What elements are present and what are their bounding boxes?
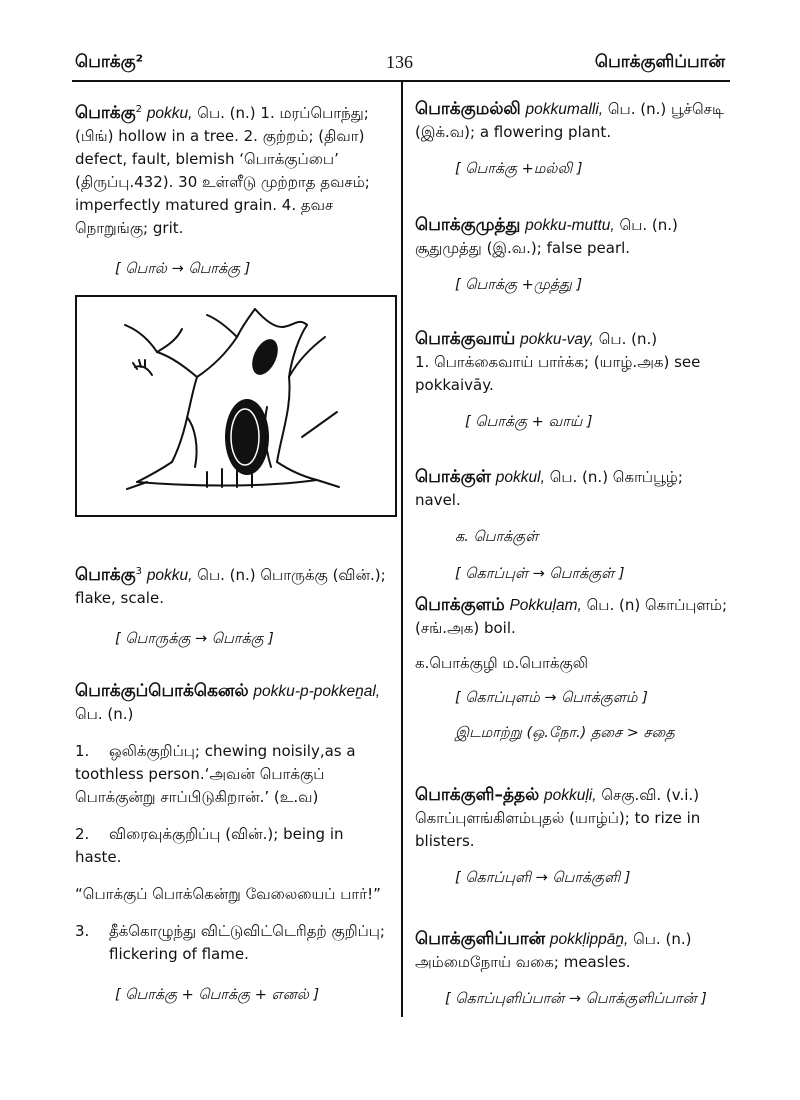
entry-pokkulippan [415, 928, 730, 1011]
quote: “பொக்குப் பொக்கென்று வேலையைப் பார்!” [75, 885, 381, 903]
def-line: ஒலிக்குறிப்பு; chewing noisily,as a [109, 742, 356, 760]
headword: பொக்குள் [415, 467, 491, 487]
sense-number: 3. [75, 922, 90, 940]
pos: பெ. (n.) பூச்செடி [607, 100, 724, 118]
pos: பெ. (n.) [619, 216, 678, 234]
entry-pokku-3 [75, 560, 393, 651]
entry-pokkumalli [415, 98, 730, 181]
entry-pokku-vay [415, 328, 730, 434]
headword: பொக்குமல்லி [415, 99, 521, 119]
def-line: imperfectly matured grain. 4. தவச [75, 196, 334, 214]
headword: பொக்குவாய் [415, 329, 516, 349]
def-line: pokkaivāy. [415, 376, 494, 394]
pos: செகு.வி. (v.i.) [601, 786, 700, 804]
tree-hollow-illustration [75, 295, 397, 517]
pos: பெ. (n) கொப்புளம்; [586, 596, 728, 614]
running-head-left: பொக்கு² [75, 52, 144, 72]
cognate: க. பொக்குள் [455, 529, 539, 545]
def-line: 1. மரப்பொந்து; [260, 104, 369, 122]
transliteration: Pokkuḷam, [509, 597, 582, 614]
def-line: flake, scale. [75, 589, 164, 607]
def-line: கொப்புளங்கிளம்புதல் (யாழ்ப்); to rize in [415, 809, 701, 827]
pos: பெ. (n.) [75, 705, 134, 723]
def-line: விரைவுக்குறிப்பு (வின்.); being in haste. [75, 825, 344, 866]
transliteration: pokku, [146, 567, 193, 584]
sense-number: 2. [75, 825, 90, 843]
pos: பெ. (n.) [633, 930, 692, 948]
etymology: [ பொக்கு +மல்லி ] [455, 161, 583, 177]
headword: பொக்குப்பொக்கெனல் [75, 681, 249, 701]
transliteration: pokkumalli, [525, 101, 604, 118]
page-number: 136 [386, 52, 413, 72]
tree-image [77, 297, 395, 515]
sense-number: 1. [75, 742, 90, 760]
headword: பொக்குமுத்து [415, 215, 521, 235]
headword: பொக்குளிப்பான் [415, 929, 546, 949]
entry-pokku-muttu [415, 214, 730, 297]
transliteration: pokku-p-pokkeṉal, [253, 683, 381, 700]
etymology: [ பொக்கு +முத்து ] [455, 277, 583, 293]
column-divider [401, 82, 403, 1017]
etymology: [ கொப்புளி → பொக்குளி ] [455, 870, 631, 886]
def-line: தீக்கொழுந்து விட்டுவிட்டெரிதற் குறிப்பு; [109, 922, 385, 940]
etymology: [ கொப்புள் → பொக்குள் ] [455, 566, 625, 582]
def-line: சூதுமுத்து (இ.வ.); false pearl. [415, 239, 631, 257]
transliteration: pokku-muttu, [525, 217, 615, 234]
def-line: (திருப்பு.432). 30 உள்ளீடு முற்றாத தவசம்; [75, 173, 370, 191]
def-line: (இக்.வ); a flowering plant. [415, 123, 612, 141]
note: இடமாற்று (ஒ.நோ.) தசை > சதை [455, 725, 675, 741]
entry-pokkul [415, 466, 730, 586]
def-line: toothless person.‘அவன் பொக்குப் [75, 765, 325, 783]
def-line: blisters. [415, 832, 475, 850]
def-line: அம்மைநோய் வகை; measles. [415, 953, 631, 971]
pos: பெ. (n.) [598, 330, 658, 348]
transliteration: pokku, [146, 105, 193, 122]
headword: பொக்குளி–த்தல் [415, 785, 540, 805]
def-line: flickering of flame. [109, 945, 249, 963]
transliteration: pokku-vay, [520, 331, 594, 348]
def-line: நொறுங்கு; grit. [75, 219, 184, 237]
etymology: [ கொப்புளம் → பொக்குளம் ] [455, 690, 648, 706]
pos: பெ. (n.) [197, 104, 256, 122]
entry-pokkulam [415, 594, 730, 745]
running-head-right: பொக்குளிப்பான் [594, 52, 725, 72]
etymology: [ கொப்புளிப்பான் → பொக்குளிப்பான் ] [445, 991, 707, 1007]
superscript: 2 [135, 104, 143, 115]
pos: பெ. (n.) கொப்பூழ்; navel. [415, 468, 683, 509]
cognate: க.பொக்குழி ம.பொக்குலி [415, 654, 589, 672]
transliteration: pokkuḷi, [543, 787, 597, 804]
etymology: [ பொல் → பொக்கு ] [115, 261, 251, 277]
etymology: [ பொக்கு + வாய் ] [465, 414, 593, 430]
transliteration: pokkul, [495, 469, 545, 486]
etymology: [ பொக்கு + பொக்கு + எனல் ] [115, 987, 320, 1003]
etymology: [ பொருக்கு → பொக்கு ] [115, 631, 274, 647]
headword: பொக்கு [75, 103, 136, 123]
def-line: (சங்.அக) boil. [415, 619, 516, 637]
def-line: 1. பொக்கைவாய் பார்க்க; (யாழ்.அக) see [415, 353, 701, 371]
def-line: பொக்குன்று சாப்பிடுகிறான்.’ (உ.வ) [75, 788, 319, 806]
headword: பொக்குளம் [415, 595, 505, 615]
superscript: 3 [135, 566, 143, 577]
transliteration: pokkḷippāṉ, [549, 931, 629, 948]
def-line: defect, fault, blemish ‘பொக்குப்பை’ [75, 150, 339, 168]
entry-pokku-2 [75, 98, 393, 281]
pos: பெ. (n.) பொருக்கு (வின்.); [197, 566, 386, 584]
entry-pokku-p-pokkenal [75, 680, 393, 1007]
headword: பொக்கு [75, 565, 136, 585]
entry-pokkuli-ttal [415, 784, 730, 890]
def-line: (பிங்) hollow in a tree. 2. குற்றம்; (திவா) [75, 127, 365, 145]
